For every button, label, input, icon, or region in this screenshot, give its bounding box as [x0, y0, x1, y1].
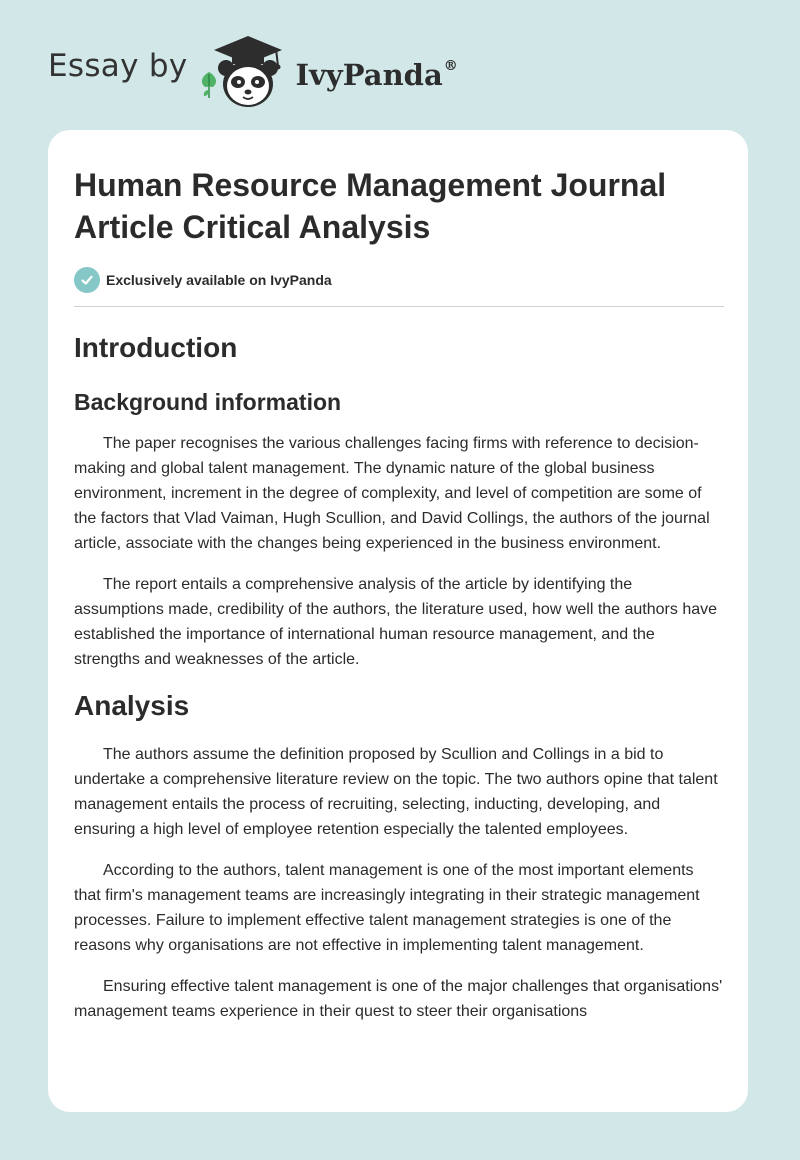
registered-mark: ® [443, 58, 458, 75]
brand-name[interactable]: IvyPanda® [295, 58, 458, 92]
subsection-heading-background: Background information [74, 389, 342, 415]
panda-graduate-icon[interactable] [202, 32, 294, 112]
section-heading-analysis: Analysis [74, 690, 190, 721]
title-divider [74, 306, 724, 307]
paragraph: The authors assume the definition proposed by Scullion and Collings in a bid to undertake a comprehensive literature review on the topic. The two authors opine that talent management entails the process of recruiting, selecting, inducting, developing, and ensuring a high level of employee retention especially the talented employees. [74, 746, 718, 838]
section-heading-introduction: Introduction [74, 332, 238, 363]
paragraph: According to the authors, talent management is one of the most important elements that firm's management teams are increasingly integrating in their strategic management processes. Failure to implement effective talent management strategies is one of the reasons why organisations are not effective in implementing talent management. [74, 862, 700, 954]
article-content [74, 164, 724, 1024]
paragraph: The report entails a comprehensive analysis of the article by identifying the assumptions made, credibility of the authors, the literature used, how well the authors have established the importance of international human resource management, and the strengths and weaknesses of the article. [74, 576, 718, 668]
article-card [48, 130, 748, 1112]
exclusive-badge [74, 266, 724, 294]
paragraph: The paper recognises the various challenges facing firms with reference to decision-making and global talent management. The dynamic nature of the global business environment, increment in the degree of complexity, and level of competition are some of the factors that Vlad Vaiman, Hugh Scullion, and David Collings, the authors of the journal article, associate with the changes being experienced in the business environment. [74, 435, 710, 552]
ivy-leaf-icon [198, 70, 220, 100]
exclusive-label: Exclusively available on IvyPanda [106, 272, 332, 288]
paragraph: Ensuring effective talent management is one of the major challenges that organisations' management teams experience in their quest to steer their organisations [74, 978, 723, 1020]
site-header [48, 32, 458, 112]
article-title: Human Resource Management Journal Article Critical Analysis [74, 167, 667, 245]
brand-prefix: Essay by [48, 48, 188, 84]
check-circle-icon [74, 267, 100, 293]
